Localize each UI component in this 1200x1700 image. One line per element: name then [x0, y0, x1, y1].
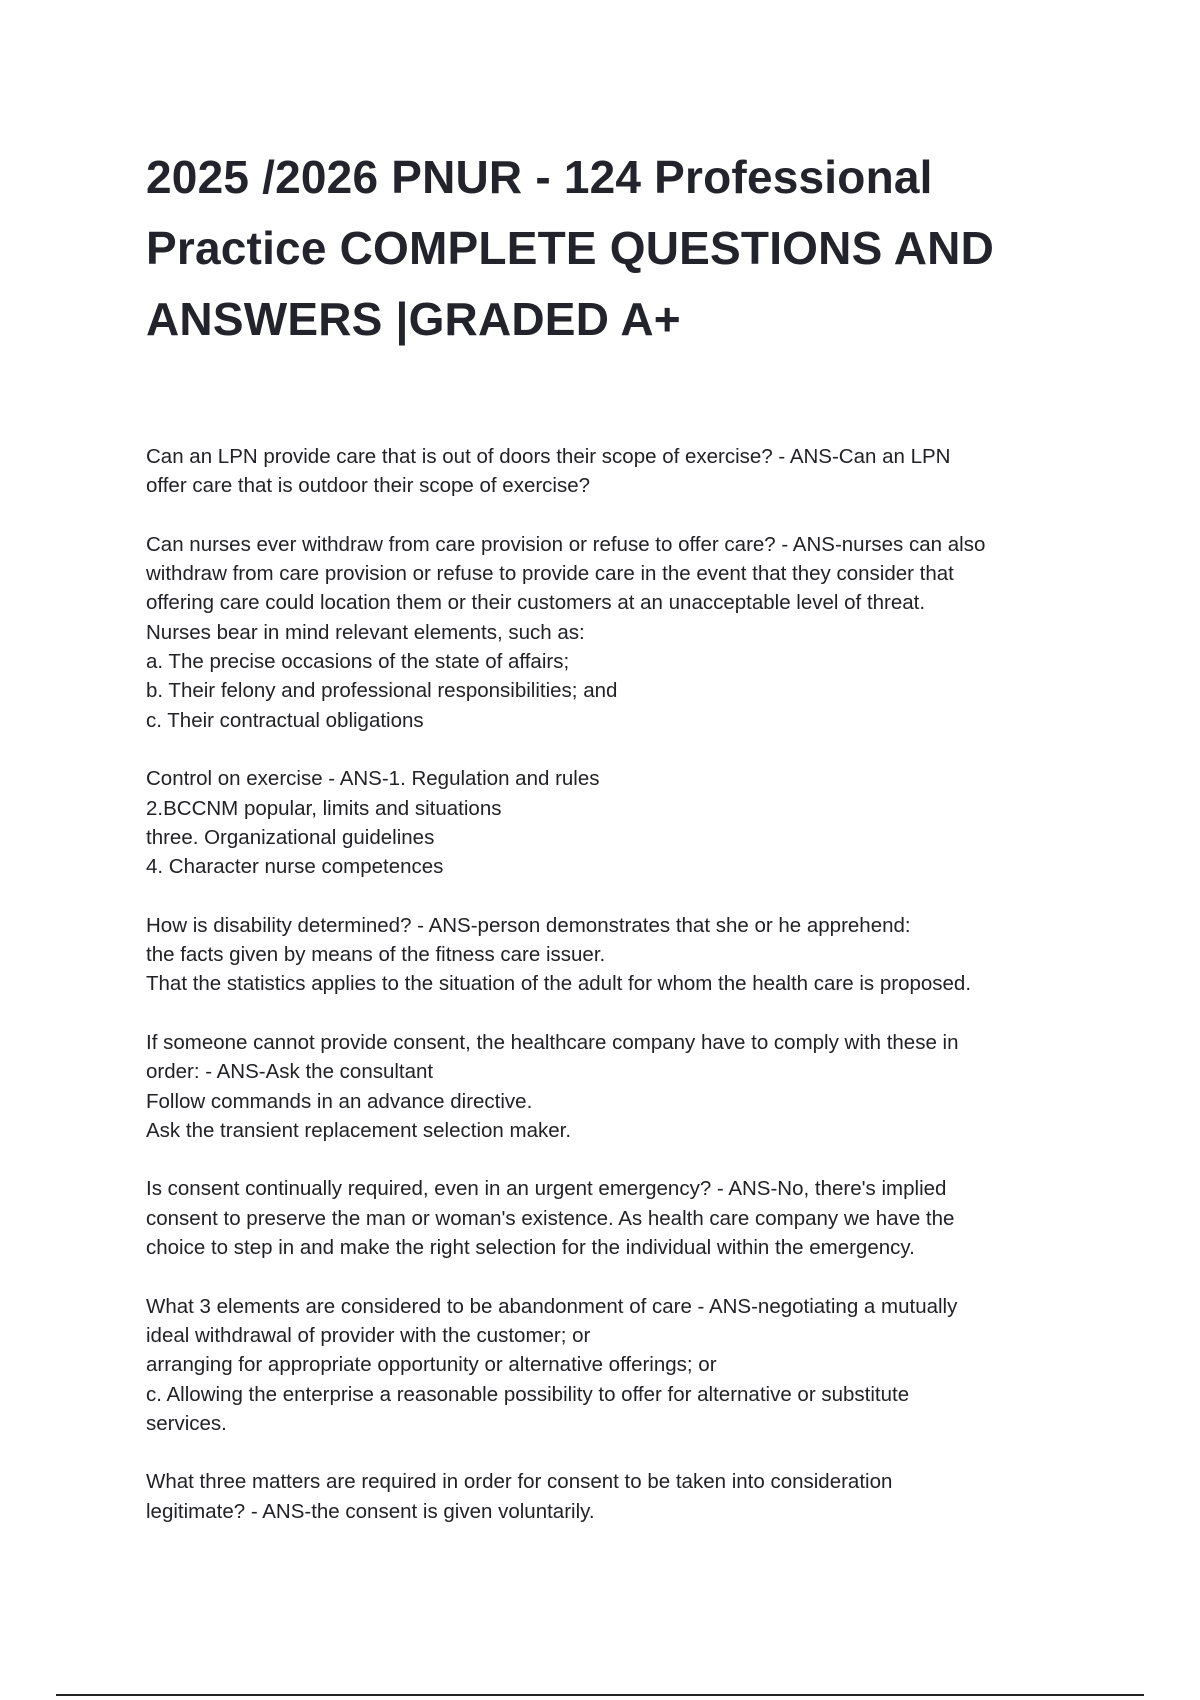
qa-line: consent to preserve the man or woman's existence. As health care company we have the — [146, 1206, 955, 1230]
qa-line: three. Organizational guidelines — [146, 825, 435, 849]
qa-line: the facts given by means of the fitness care issuer. — [146, 943, 606, 967]
qa-item-control-on-practice — [146, 764, 1066, 881]
document-title — [146, 142, 1066, 355]
qa-line: offer care that is outdoor their scope of exercise? — [146, 474, 591, 498]
qa-line: ideal withdrawal of provider with the customer; or — [146, 1323, 591, 1347]
qa-line: choice to step in and make the right selection for the individual within the emergency. — [146, 1236, 915, 1260]
document-body — [146, 442, 1066, 1555]
qa-line: How is disability determined? - ANS-person demonstrates that she or he apprehend: — [146, 913, 911, 937]
qa-line: What 3 elements are considered to be abandonment of care - ANS-negotiating a mutually — [146, 1294, 958, 1318]
qa-line: Ask the transient replacement selection maker. — [146, 1118, 572, 1142]
qa-item-withdraw-care — [146, 530, 1066, 735]
qa-line: arranging for appropriate opportunity or alternative offerings; or — [146, 1353, 717, 1377]
qa-line: That the statistics applies to the situation of the adult for whom the health care is proposed. — [146, 972, 972, 996]
qa-line: Control on exercise - ANS-1. Regulation and rules — [146, 767, 600, 791]
qa-line: c. Allowing the enterprise a reasonable possibility to offer for alternative or substitute — [146, 1382, 910, 1406]
qa-line: Can nurses ever withdraw from care provision or refuse to offer care? - ANS-nurses can also — [146, 532, 986, 556]
qa-line: legitimate? - ANS-the consent is given voluntarily. — [146, 1499, 595, 1523]
qa-line: services. — [146, 1411, 227, 1435]
qa-line: c. Their contractual obligations — [146, 708, 424, 732]
title-line: ANSWERS |GRADED A+ — [146, 293, 681, 345]
qa-line: b. Their felony and professional responsibilities; and — [146, 679, 618, 703]
qa-item-lpn-scope — [146, 442, 1066, 501]
qa-line: Nurses bear in mind relevant elements, such as: — [146, 620, 585, 644]
qa-line: offering care could location them or their customers at an unacceptable level of threat. — [146, 591, 926, 615]
qa-item-disability — [146, 911, 1066, 999]
qa-line: withdraw from care provision or refuse to provide care in the event that they consider that — [146, 562, 954, 586]
qa-item-no-consent-order — [146, 1028, 1066, 1145]
qa-line: order: - ANS-Ask the consultant — [146, 1060, 434, 1084]
qa-item-valid-consent — [146, 1467, 1066, 1526]
page-bottom-rule — [56, 1694, 1144, 1696]
title-line: Practice COMPLETE QUESTIONS AND — [146, 222, 994, 274]
qa-line: What three matters are required in order for consent to be taken into consideration — [146, 1470, 893, 1494]
qa-line: Follow commands in an advance directive. — [146, 1089, 533, 1113]
title-line: 2025 /2026 PNUR - 124 Professional — [146, 151, 933, 203]
qa-line: a. The precise occasions of the state of affairs; — [146, 650, 570, 674]
qa-line: 4. Character nurse competences — [146, 855, 444, 879]
qa-line: If someone cannot provide consent, the healthcare company have to comply with these in — [146, 1030, 959, 1054]
qa-line: 2.BCCNM popular, limits and situations — [146, 796, 502, 820]
qa-line: Is consent continually required, even in an urgent emergency? - ANS-No, there's implied — [146, 1177, 947, 1201]
qa-line: Can an LPN provide care that is out of doors their scope of exercise? - ANS-Can an LPN — [146, 445, 951, 468]
qa-item-emergency-consent — [146, 1174, 1066, 1262]
qa-item-abandonment — [146, 1292, 1066, 1438]
